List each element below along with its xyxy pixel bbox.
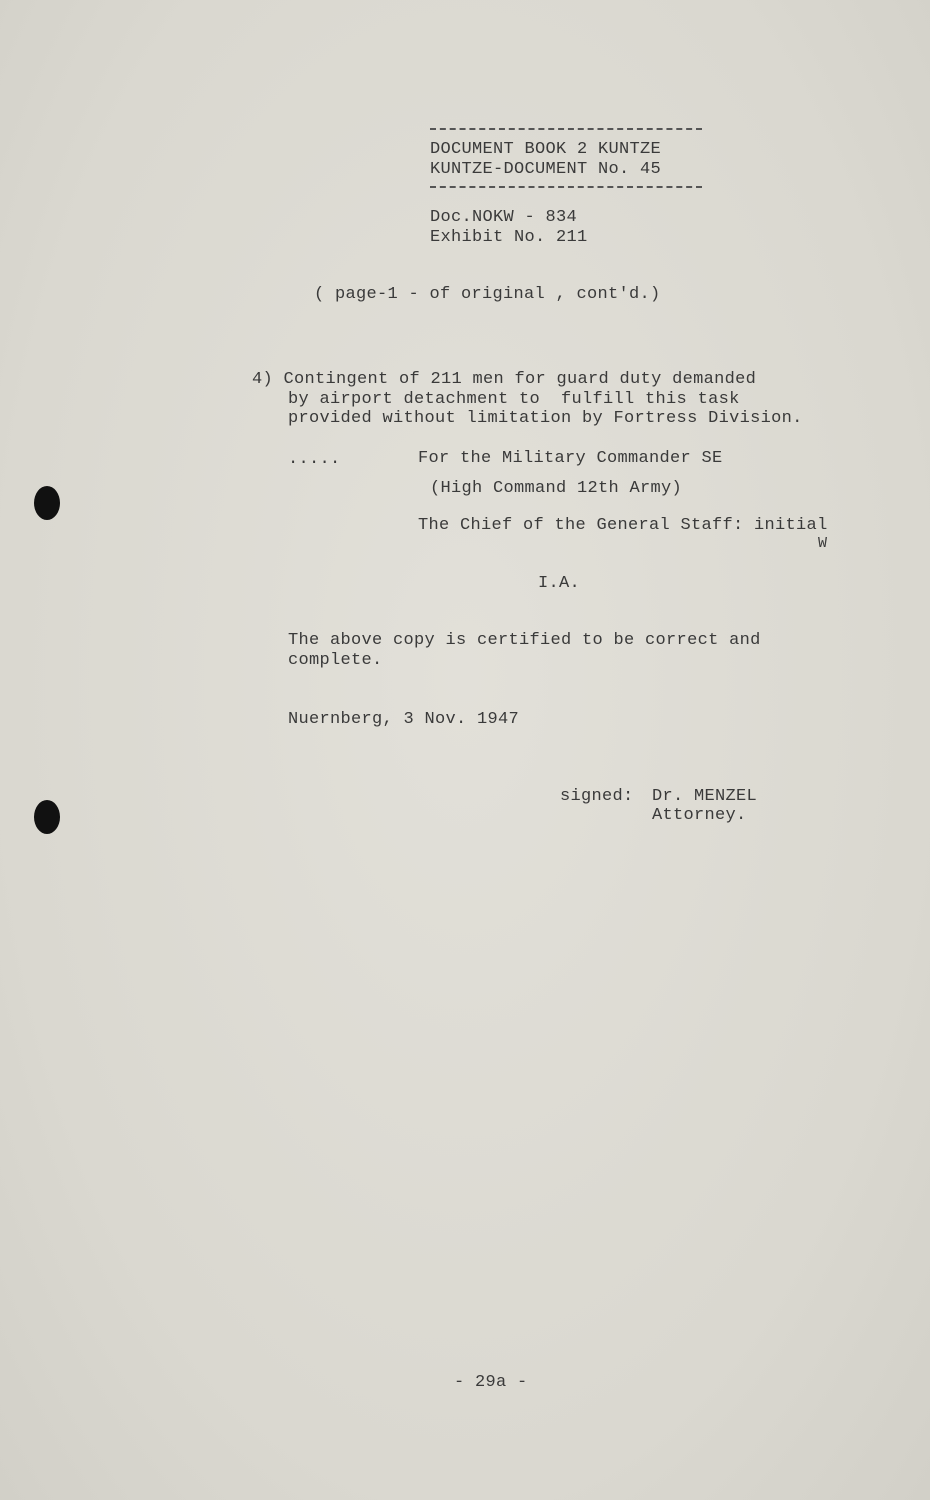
header-line-1: DOCUMENT BOOK 2 KUNTZE — [430, 140, 662, 159]
punch-hole-bottom — [34, 800, 60, 834]
ellipsis-dots: ..... — [288, 450, 341, 469]
header-line-2: KUNTZE-DOCUMENT No. 45 — [430, 160, 662, 179]
item4-line-2: by airport detachment to fulfill this task — [288, 390, 740, 409]
for-commander-line: For the Military Commander SE — [418, 449, 723, 468]
item4-line-3: provided without limitation by Fortress Division. — [288, 409, 803, 428]
signer-title: Attorney. — [652, 806, 747, 825]
doc-number: Doc.NOKW - 834 — [430, 208, 578, 227]
header-rule-top — [430, 128, 702, 130]
item4-line-1: 4) Contingent of 211 men for guard duty demanded — [252, 370, 757, 389]
office-code: I.A. — [538, 574, 581, 593]
chief-of-staff-line: The Chief of the General Staff: initial — [418, 516, 828, 535]
page-reference: ( page-1 - of original , cont'd.) — [314, 285, 661, 304]
high-command-line: (High Command 12th Army) — [430, 479, 683, 498]
signer-name: Dr. MENZEL — [652, 787, 758, 806]
certification-line-2: complete. — [288, 651, 383, 670]
exhibit-number: Exhibit No. 211 — [430, 228, 588, 247]
punch-hole-top — [34, 486, 60, 520]
page-number: - 29a - — [454, 1373, 528, 1392]
signed-label: signed: — [560, 787, 634, 806]
initial-mark: W — [818, 535, 828, 552]
header-rule-bottom — [430, 186, 702, 188]
place-date: Nuernberg, 3 Nov. 1947 — [288, 710, 520, 729]
certification-line-1: The above copy is certified to be correct and — [288, 631, 761, 650]
